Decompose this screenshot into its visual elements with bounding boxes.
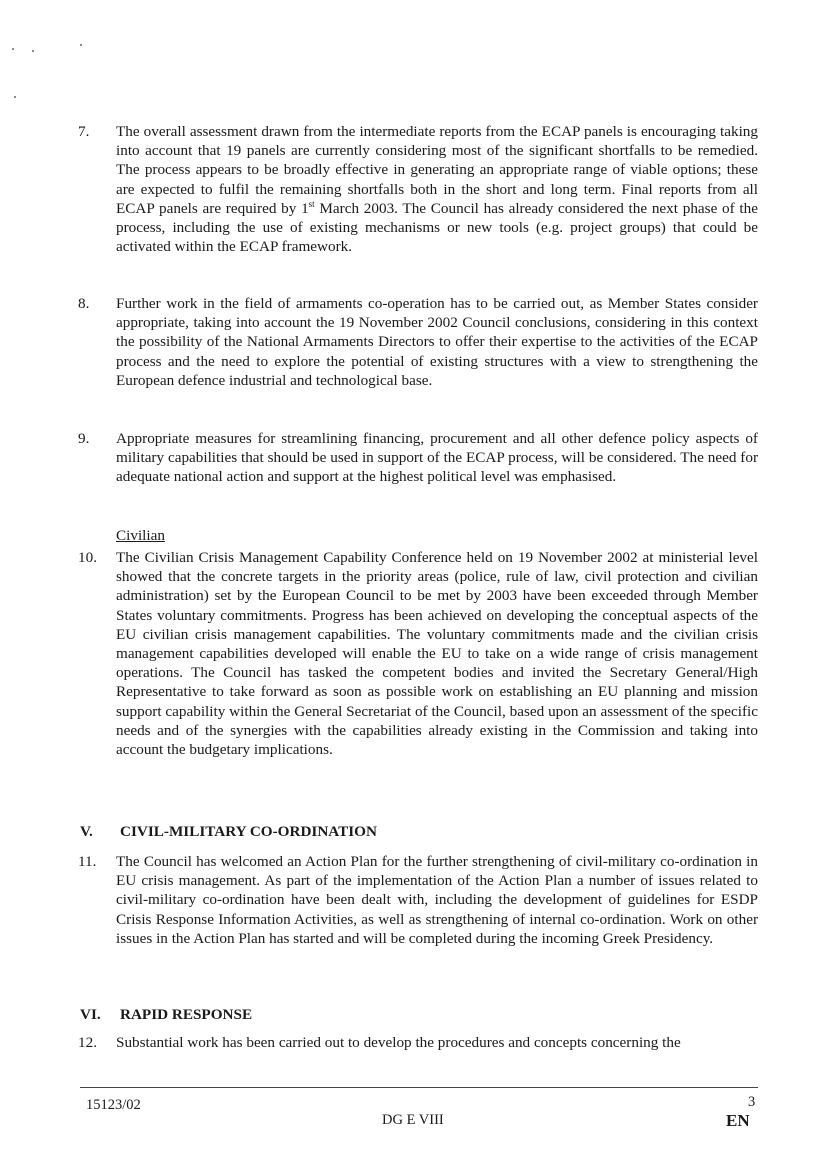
footer-page-number: 3 (748, 1094, 756, 1110)
paragraph-text: The overall assessment drawn from the intermediate reports from the ECAP panels is encouraging taking into account that 19 panels are currently considering most of the significant shortfalls to be remedied. The process appears to be broadly effective in generating an appropriate range of viable options; these are expected to fulfil the remaining shortfalls both in the short and long term. Final reports from all ECAP panels are required by 1st March 2003. The Council has already considered the next phase of the process, including the use of existing mechanisms or new tools (e.g. project groups) that could be activated within the ECAP framework. (116, 123, 758, 256)
paragraph-10 (78, 548, 758, 759)
footer-divider (80, 1087, 758, 1088)
paragraph-text: Further work in the field of armaments co-operation has to be carried out, as Member States consider appropriate, taking into account the 19 November 2002 Council conclusions, considering in this context the possibility of the National Armaments Directors to offer their expertise to the activities of the ECAP process and the need to explore the potential of existing structures with a view to strengthening the European defence industrial and technological base. (116, 295, 758, 389)
scan-speck (80, 44, 82, 46)
section-number: V. (80, 823, 93, 840)
section-heading-v (80, 823, 377, 841)
paragraph-number: 11. (78, 853, 97, 870)
paragraph-number: 7. (78, 123, 90, 140)
scan-speck (32, 50, 34, 52)
paragraph-7 (78, 122, 758, 256)
paragraph-12 (78, 1033, 758, 1052)
section-title: CIVIL-MILITARY CO-ORDINATION (120, 823, 377, 840)
paragraph-number: 9. (78, 430, 90, 447)
paragraph-11 (78, 852, 758, 948)
paragraph-text: Appropriate measures for streamlining financing, procurement and all other defence policy aspects of military capabilities that should be used in support of the ECAP process, will be considered. The need for adequate national action and support at the highest political level was emphasised. (116, 430, 758, 486)
footer-dg: DG E VIII (382, 1112, 444, 1128)
subheading-civilian: Civilian (116, 527, 165, 544)
scan-speck (12, 48, 14, 50)
paragraph-8 (78, 294, 758, 390)
section-title: RAPID RESPONSE (120, 1006, 253, 1023)
paragraph-number: 10. (78, 549, 97, 566)
paragraph-text: The Civilian Crisis Management Capability Conference held on 19 November 2002 at ministerial level showed that the concrete targets in the priority areas (police, rule of law, civil protection and civilian administration) set by the European Council to be met by 2003 have been exceeded through Member States voluntary commitments. Progress has been achieved on developing the conceptual aspects of the EU civilian crisis management capabilities. The voluntary commitments made and the civilian crisis management capabilities developed will enable the EU to take on a wide range of crisis management operations. The Council has tasked the competent bodies and invited the Secretary General/High Representative to take forward as soon as possible work on establishing an EU planning and mission support capability within the General Secretariat of the Council, based upon an assessment of the specific needs and of the synergies with the capabilities already existing in the Commission and taking into account the budgetary implications. (116, 549, 758, 759)
paragraph-text: Substantial work has been carried out to develop the procedures and concepts concerning the (116, 1034, 681, 1051)
section-number: VI. (80, 1006, 101, 1023)
footer-language: EN (726, 1111, 750, 1130)
paragraph-number: 12. (78, 1034, 97, 1051)
paragraph-text: The Council has welcomed an Action Plan for the further strengthening of civil-military co-ordination in EU crisis management. As part of the implementation of the Action Plan a number of issues related to civil-military co-ordination have been dealt with, including the development of guidelines for ESDP Crisis Response Information Activities, as well as strengthening of internal co-ordination. Work on other issues in the Action Plan has started and will be completed during the incoming Greek Presidency. (116, 853, 758, 947)
paragraph-9 (78, 429, 758, 487)
section-heading-vi (80, 1006, 252, 1024)
footer-doc-number: 15123/02 (86, 1097, 141, 1113)
paragraph-number: 8. (78, 295, 90, 312)
scan-speck (14, 96, 16, 98)
